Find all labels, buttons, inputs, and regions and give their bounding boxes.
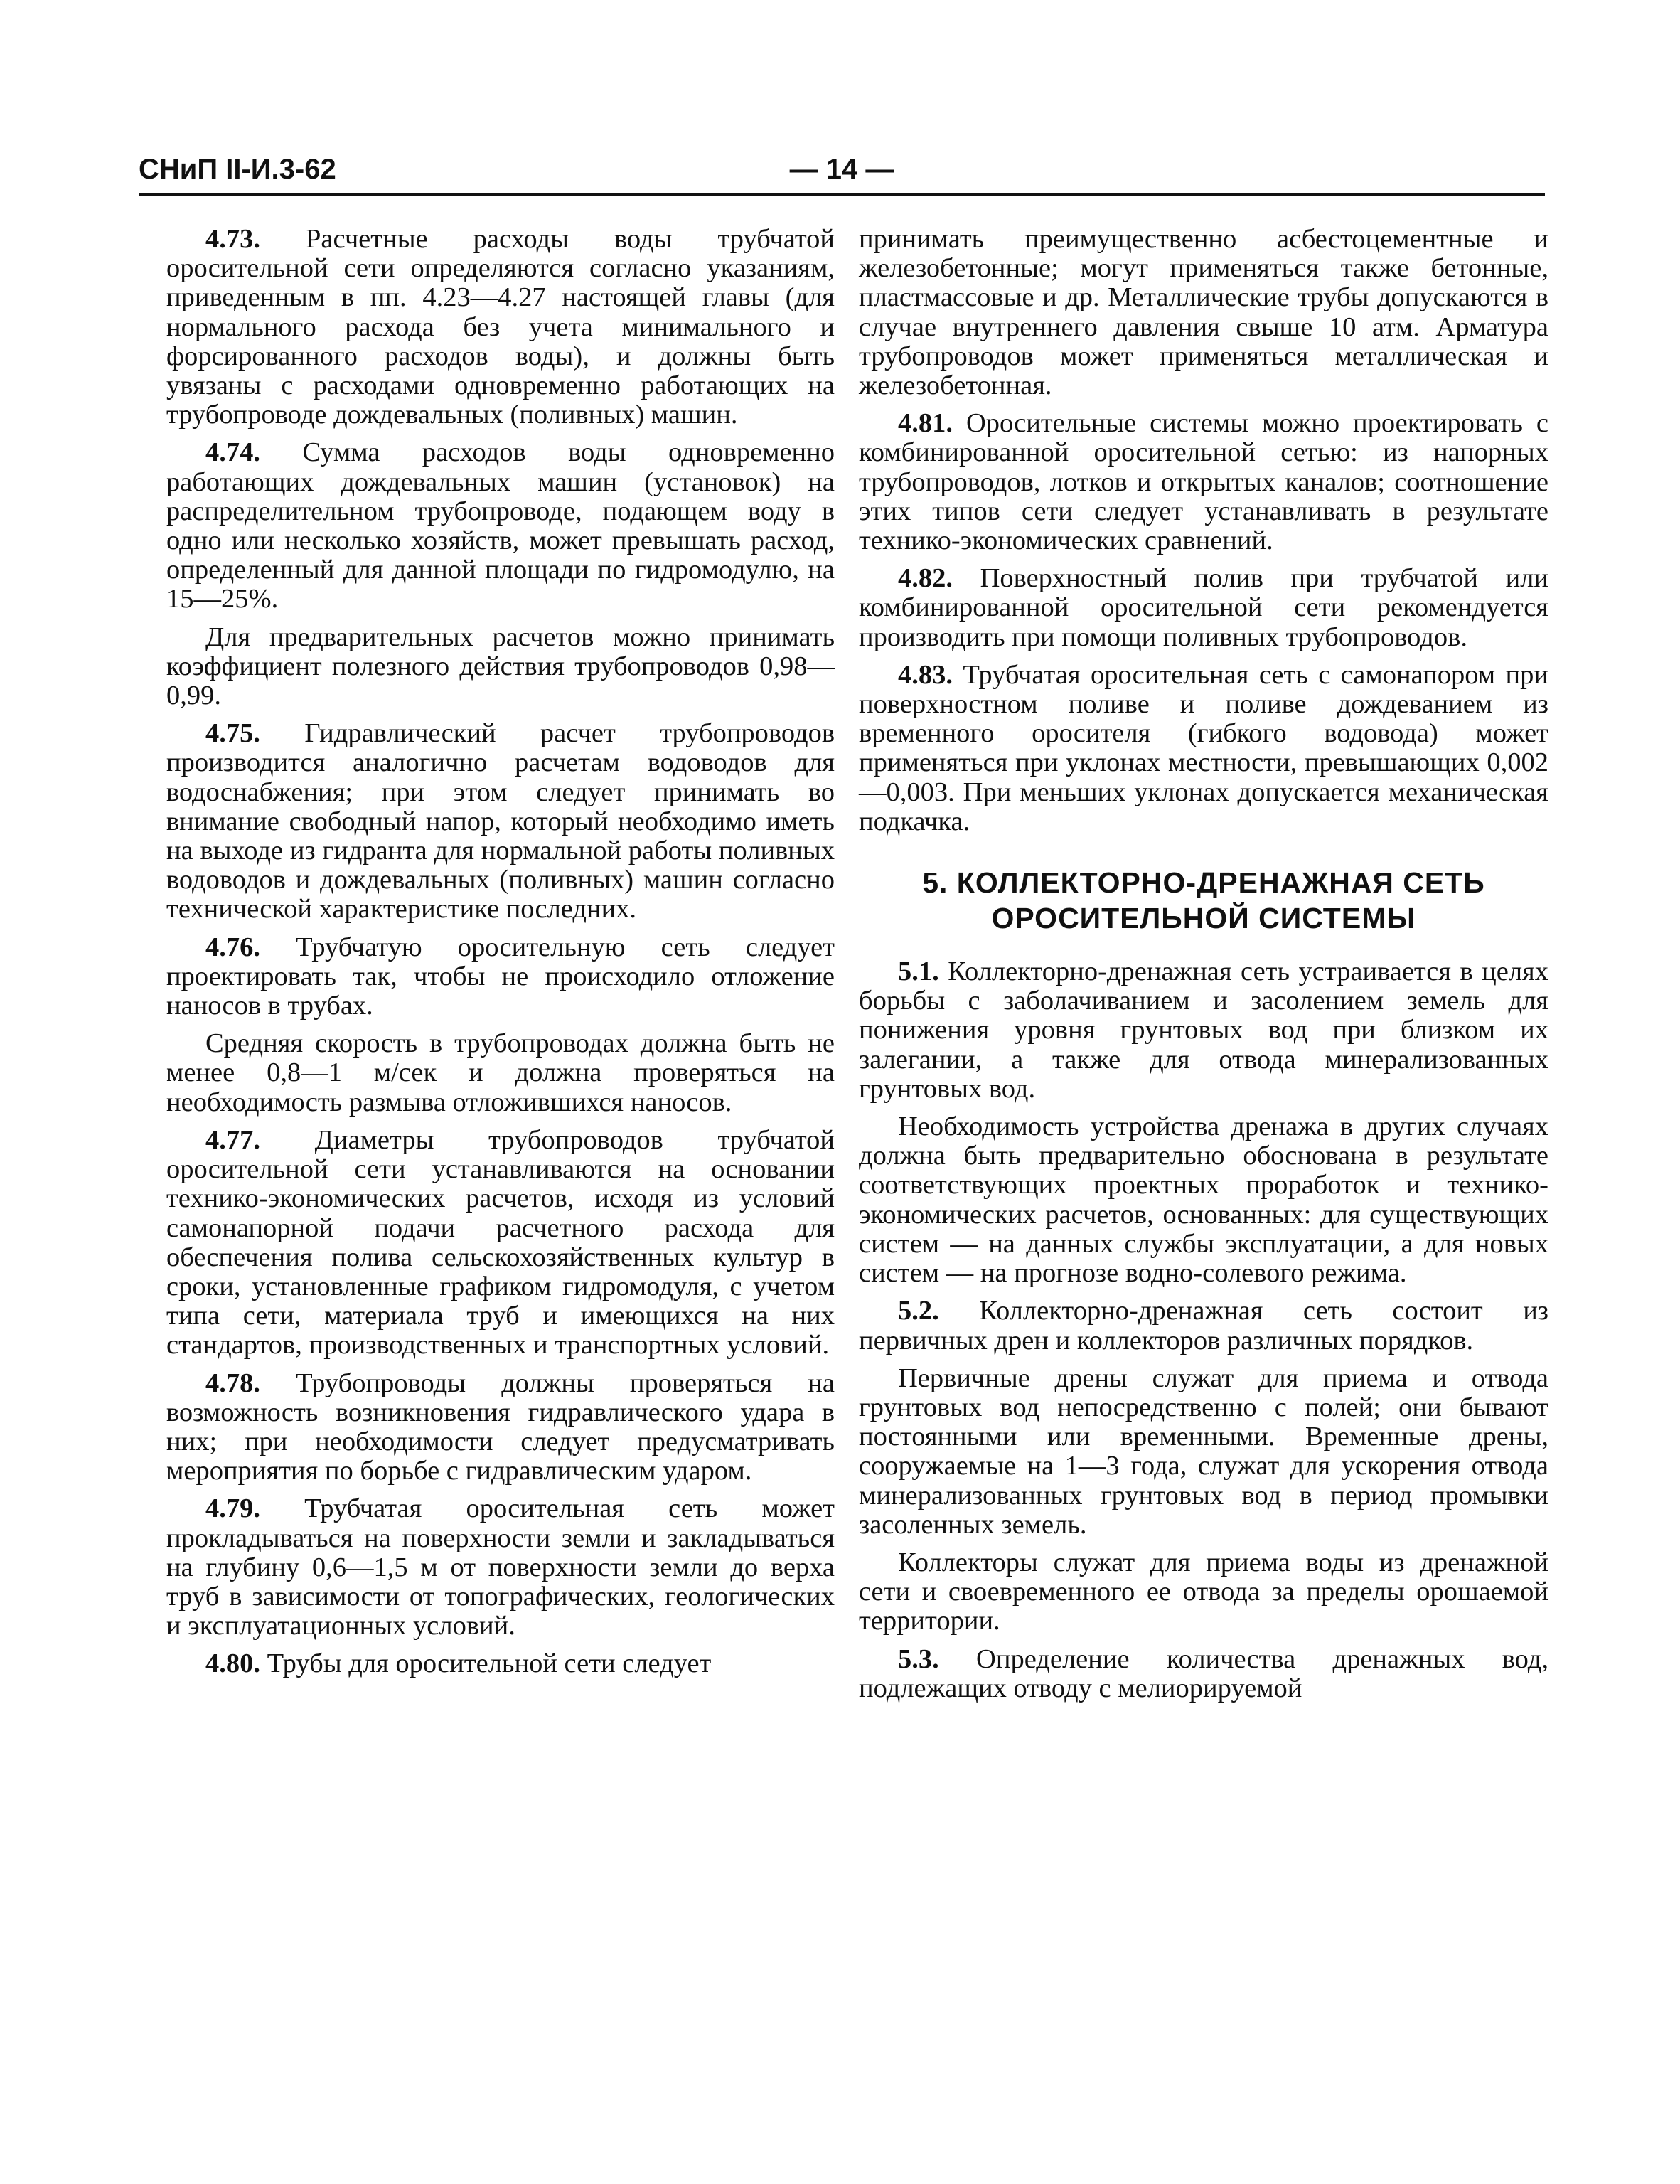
paragraph-text: Диаметры трубопроводов трубчатой оросительной сети устанавливаются на основании технико-экономических расчетов, исходя из условий самонапорной подачи расчетного расхода для обеспечения полива сельскохозяйственных культур в сроки, установленные графиком гидромодуля, с учетом типа сети, материала труб и имеющихся на них стандартов, производственных и транспортных условий. <box>166 1124 835 1360</box>
clause-number: 4.76. <box>205 932 260 962</box>
paragraph-text: Гидравлический расчет трубопроводов производится аналогично расчетам водоводов для водоснабжения; при этом следует принимать во внимание свободный напор, который необходимо иметь на выходе из гидранта для нормальной работы поливных водоводов и дождевальных (поливных) машин согласно технической характеристике последних. <box>166 718 835 925</box>
clause-number: 5.1. <box>898 957 939 987</box>
paragraph-4-80-cont <box>859 225 1548 400</box>
paragraph-text: Трубчатая оросительная сеть может прокладываться на поверхности земли и закладываться на глубину 0,6—1,5 м от поверхности земли до верха труб в зависимости от топографических, геологических и эксплуатационных условий. <box>166 1493 835 1641</box>
paragraph-text: Определение количества дренажных вод, подлежащих отводу с мелиорируемой <box>859 1644 1548 1703</box>
paragraph-5-2-cont-a <box>859 1364 1548 1540</box>
document-code: СНиП II-И.3-62 <box>139 154 336 185</box>
paragraph-5-1-cont <box>859 1112 1548 1288</box>
paragraph-4-73 <box>166 225 835 430</box>
clause-number: 4.81. <box>898 408 953 439</box>
page-header <box>139 151 1545 196</box>
clause-number: 5.2. <box>898 1296 939 1326</box>
page-number: — 14 — <box>789 154 894 185</box>
paragraph-text: Трубопроводы должны проверяться на возможность возникновения гидравлического удара в них; при необходимости следует предусматривать мероприятия по борьбе с гидравлическим ударом. <box>166 1368 835 1486</box>
clause-number: 4.73. <box>205 224 260 254</box>
clause-number: 4.80. <box>205 1648 260 1679</box>
left-column <box>166 225 835 1688</box>
paragraph-text: Для предварительных расчетов можно принимать коэффициент полезного действия трубопроводов 0,98—0,99. <box>166 622 835 711</box>
paragraph-4-75 <box>166 719 835 924</box>
paragraph-text: Коллекторно-дренажная сеть устраивается в целях борьбы с заболачиванием и засолением земель для понижения уровня грунтовых вод при близком их залегании, а также для отвода минерализованных грунтовых вод. <box>859 957 1548 1104</box>
section-heading-line-1: 5. КОЛЛЕКТОРНО-ДРЕНАЖНАЯ СЕТЬ <box>922 866 1485 900</box>
paragraph-text: Средняя скорость в трубопроводах должна быть не менее 0,8—1 м/сек и должна проверяться на необходимость размыва отложившихся наносов. <box>166 1028 835 1117</box>
paragraph-text: Трубы для оросительной сети следует <box>260 1648 712 1679</box>
paragraph-4-82 <box>859 564 1548 652</box>
clause-number: 4.83. <box>898 659 953 690</box>
clause-number: 4.82. <box>898 563 953 594</box>
paragraph-text: Коллекторы служат для приема воды из дренажной сети и своевременного ее отвода за пределы орошаемой территории. <box>859 1547 1548 1636</box>
paragraph-text: Коллекторно-дренажная сеть состоит из первичных дрен и коллекторов различных порядков. <box>859 1296 1548 1355</box>
paragraph-4-79 <box>166 1494 835 1641</box>
paragraph-5-2 <box>859 1296 1548 1355</box>
clause-number: 5.3. <box>898 1644 939 1674</box>
section-heading-line-2: ОРОСИТЕЛЬНОЙ СИСТЕМЫ <box>991 902 1416 935</box>
paragraph-4-74-cont <box>166 623 835 711</box>
paragraph-4-80 <box>166 1649 835 1678</box>
paragraph-text: Расчетные расходы воды трубчатой оросительной сети определяются согласно указаниям, приведенным в пп. 4.23—4.27 настоящей главы (для нормального расхода без учета минимального и форсированного расходов воды), и должны быть увязаны с расходами одновременно работающих на трубопроводе дождевальных (поливных) машин. <box>166 224 835 430</box>
paragraph-4-76-cont <box>166 1029 835 1117</box>
clause-number: 4.75. <box>205 718 260 749</box>
paragraph-text: Трубчатая оросительная сеть с самонапором при поверхностном поливе и поливе дождеванием из временного оросителя (гибкого водовода) может применяться при уклонах местности, превышающих 0,002—0,003. При меньших уклонах допускается механическая подкачка. <box>859 659 1548 836</box>
paragraph-4-77 <box>166 1126 835 1360</box>
paragraph-4-81 <box>859 409 1548 555</box>
paragraph-text: Необходимость устройства дренажа в других случаях должна быть предварительно обоснована в результате соответствующих проектных проработок и технико-экономических расчетов, основанных: для существующих систем — на данных службы эксплуатации, а для новых систем — на прогнозе водно-солевого режима. <box>859 1112 1548 1289</box>
paragraph-text: Поверхностный полив при трубчатой или комбинированной оросительной сети рекомендуется производить при помощи поливных трубопроводов. <box>859 563 1548 652</box>
clause-number: 4.79. <box>205 1493 260 1524</box>
paragraph-4-83 <box>859 661 1548 836</box>
clause-number: 4.74. <box>205 437 260 468</box>
paragraph-text: принимать преимущественно асбестоцементные и железобетонные; могут применяться также бетонные, пластмассовые и др. Металлические трубы допускаются в случае внутреннего давления свыше 10 атм. Арматура трубопроводов может применяться металлическая и железобетонная. <box>859 224 1548 401</box>
paragraph-text: Трубчатую оросительную сеть следует проектировать так, чтобы не происходило отложение наносов в трубах. <box>166 932 835 1021</box>
paragraph-4-76 <box>166 933 835 1021</box>
paragraph-5-1 <box>859 957 1548 1104</box>
clause-number: 4.77. <box>205 1124 260 1155</box>
paragraph-4-78 <box>166 1369 835 1486</box>
paragraph-text: Оросительные системы можно проектировать с комбинированной оросительной сетью: из напорных трубопроводов, лотков и открытых каналов; соотношение этих типов сети следует устанавливать в результате технико-экономических сравнений. <box>859 408 1548 556</box>
paragraph-4-74 <box>166 438 835 614</box>
paragraph-text: Сумма расходов воды одновременно работающих дождевальных машин (установок) на распределительном трубопроводе, подающем воду в одно или несколько хозяйств, может превышать расход, определенный для данной площади по гидромодулю, на 15—25%. <box>166 437 835 614</box>
clause-number: 4.78. <box>205 1368 260 1398</box>
section-heading <box>859 865 1548 936</box>
paragraph-5-3 <box>859 1645 1548 1703</box>
paragraph-5-2-cont-b <box>859 1548 1548 1636</box>
right-column <box>859 225 1548 1712</box>
paragraph-text: Первичные дрены служат для приема и отвода грунтовых вод непосредственно с полей; они бывают постоянными или временными. Временные дрены, сооружаемые на 1—3 года, служат для ускорения отвода минерализованных грунтовых вод в период промывки засоленных земель. <box>859 1363 1548 1540</box>
